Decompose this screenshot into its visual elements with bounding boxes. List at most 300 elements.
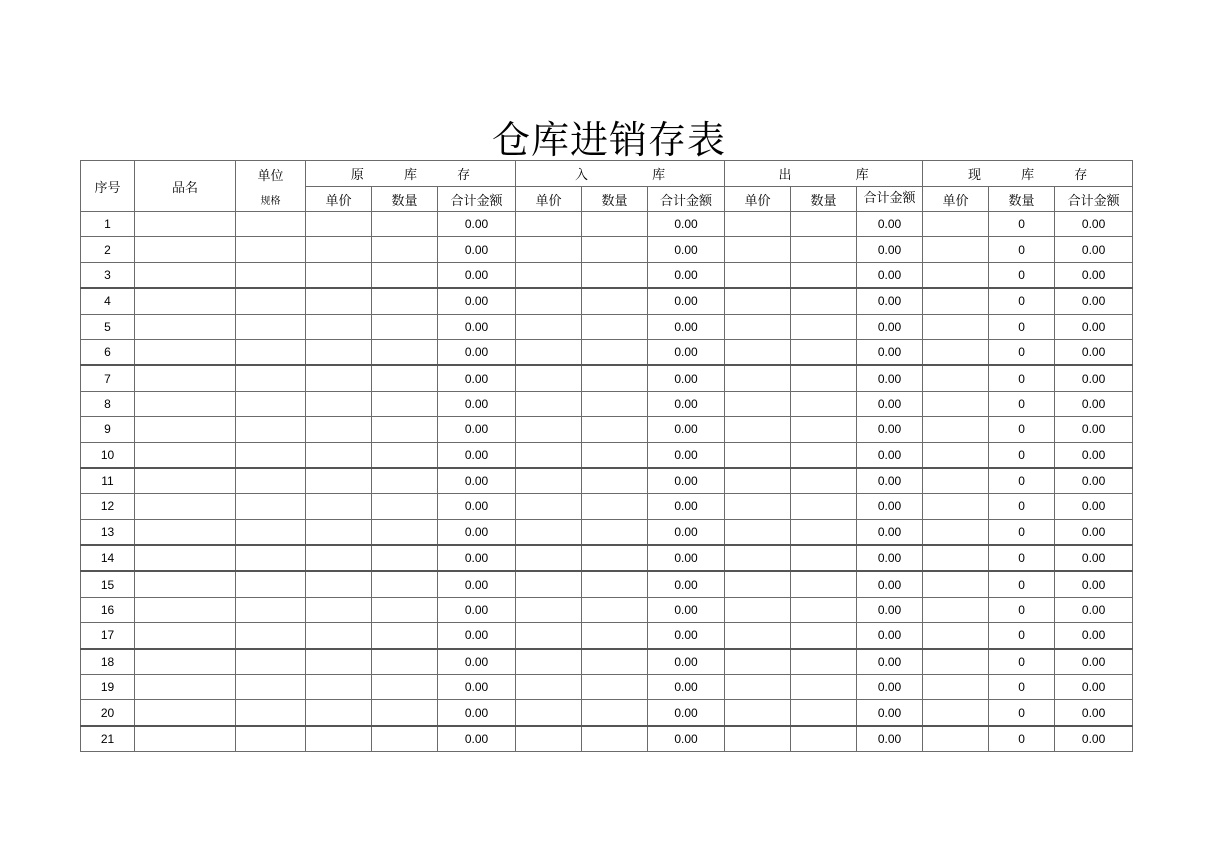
cell-seq[interactable]: 17: [81, 623, 135, 649]
cell-orig-total[interactable]: 0.00: [438, 675, 516, 700]
cell-cur-unit-price[interactable]: [923, 597, 989, 622]
cell-unit-spec[interactable]: [236, 700, 306, 726]
cell-cur-unit-price[interactable]: [923, 288, 989, 314]
cell-unit-spec[interactable]: [236, 545, 306, 571]
cell-orig-quantity[interactable]: [372, 417, 438, 442]
cell-cur-quantity[interactable]: 0: [989, 391, 1055, 416]
cell-in-total[interactable]: 0.00: [648, 391, 725, 416]
cell-in-quantity[interactable]: [582, 649, 648, 675]
cell-orig-unit-price[interactable]: [306, 417, 372, 442]
cell-seq[interactable]: 7: [81, 365, 135, 391]
cell-seq[interactable]: 6: [81, 339, 135, 365]
cell-in-unit-price[interactable]: [516, 314, 582, 339]
cell-in-quantity[interactable]: [582, 288, 648, 314]
cell-orig-total[interactable]: 0.00: [438, 519, 516, 545]
cell-name[interactable]: [135, 519, 236, 545]
cell-in-quantity[interactable]: [582, 571, 648, 597]
cell-orig-total[interactable]: 0.00: [438, 726, 516, 752]
cell-unit-spec[interactable]: [236, 623, 306, 649]
cell-cur-total[interactable]: 0.00: [1055, 417, 1133, 442]
cell-out-quantity[interactable]: [791, 212, 857, 237]
cell-seq[interactable]: 5: [81, 314, 135, 339]
cell-out-quantity[interactable]: [791, 442, 857, 468]
cell-in-quantity[interactable]: [582, 545, 648, 571]
cell-cur-quantity[interactable]: 0: [989, 726, 1055, 752]
cell-out-quantity[interactable]: [791, 623, 857, 649]
cell-name[interactable]: [135, 468, 236, 494]
cell-orig-total[interactable]: 0.00: [438, 262, 516, 288]
cell-unit-spec[interactable]: [236, 391, 306, 416]
cell-unit-spec[interactable]: [236, 519, 306, 545]
cell-in-quantity[interactable]: [582, 365, 648, 391]
cell-out-quantity[interactable]: [791, 468, 857, 494]
cell-cur-total[interactable]: 0.00: [1055, 545, 1133, 571]
cell-cur-total[interactable]: 0.00: [1055, 212, 1133, 237]
cell-cur-unit-price[interactable]: [923, 417, 989, 442]
cell-out-quantity[interactable]: [791, 494, 857, 519]
cell-out-total[interactable]: 0.00: [857, 726, 923, 752]
cell-out-quantity[interactable]: [791, 726, 857, 752]
cell-orig-quantity[interactable]: [372, 237, 438, 262]
cell-cur-quantity[interactable]: 0: [989, 212, 1055, 237]
cell-in-total[interactable]: 0.00: [648, 365, 725, 391]
cell-name[interactable]: [135, 237, 236, 262]
cell-out-total[interactable]: 0.00: [857, 675, 923, 700]
cell-orig-total[interactable]: 0.00: [438, 468, 516, 494]
cell-unit-spec[interactable]: [236, 649, 306, 675]
cell-in-quantity[interactable]: [582, 700, 648, 726]
cell-cur-total[interactable]: 0.00: [1055, 288, 1133, 314]
cell-orig-quantity[interactable]: [372, 726, 438, 752]
cell-orig-quantity[interactable]: [372, 649, 438, 675]
cell-unit-spec[interactable]: [236, 365, 306, 391]
cell-orig-total[interactable]: 0.00: [438, 545, 516, 571]
cell-unit-spec[interactable]: [236, 339, 306, 365]
cell-in-total[interactable]: 0.00: [648, 262, 725, 288]
cell-in-total[interactable]: 0.00: [648, 339, 725, 365]
cell-unit-spec[interactable]: [236, 726, 306, 752]
cell-orig-total[interactable]: 0.00: [438, 314, 516, 339]
cell-cur-unit-price[interactable]: [923, 391, 989, 416]
cell-in-quantity[interactable]: [582, 212, 648, 237]
cell-out-total[interactable]: 0.00: [857, 339, 923, 365]
cell-out-total[interactable]: 0.00: [857, 623, 923, 649]
cell-in-unit-price[interactable]: [516, 726, 582, 752]
cell-cur-quantity[interactable]: 0: [989, 314, 1055, 339]
cell-seq[interactable]: 19: [81, 675, 135, 700]
cell-cur-total[interactable]: 0.00: [1055, 597, 1133, 622]
cell-orig-unit-price[interactable]: [306, 571, 372, 597]
cell-in-total[interactable]: 0.00: [648, 597, 725, 622]
cell-out-unit-price[interactable]: [725, 571, 791, 597]
cell-name[interactable]: [135, 442, 236, 468]
cell-cur-total[interactable]: 0.00: [1055, 519, 1133, 545]
cell-in-total[interactable]: 0.00: [648, 726, 725, 752]
cell-cur-unit-price[interactable]: [923, 262, 989, 288]
cell-in-quantity[interactable]: [582, 494, 648, 519]
cell-out-quantity[interactable]: [791, 314, 857, 339]
cell-in-quantity[interactable]: [582, 675, 648, 700]
cell-in-unit-price[interactable]: [516, 494, 582, 519]
cell-orig-unit-price[interactable]: [306, 365, 372, 391]
cell-in-total[interactable]: 0.00: [648, 288, 725, 314]
cell-in-total[interactable]: 0.00: [648, 468, 725, 494]
cell-in-total[interactable]: 0.00: [648, 314, 725, 339]
cell-out-quantity[interactable]: [791, 288, 857, 314]
cell-orig-quantity[interactable]: [372, 700, 438, 726]
cell-name[interactable]: [135, 494, 236, 519]
cell-in-quantity[interactable]: [582, 623, 648, 649]
cell-seq[interactable]: 21: [81, 726, 135, 752]
cell-out-unit-price[interactable]: [725, 417, 791, 442]
cell-out-total[interactable]: 0.00: [857, 442, 923, 468]
cell-seq[interactable]: 14: [81, 545, 135, 571]
cell-cur-quantity[interactable]: 0: [989, 623, 1055, 649]
cell-in-total[interactable]: 0.00: [648, 519, 725, 545]
cell-out-unit-price[interactable]: [725, 237, 791, 262]
cell-orig-quantity[interactable]: [372, 623, 438, 649]
cell-name[interactable]: [135, 212, 236, 237]
cell-in-total[interactable]: 0.00: [648, 649, 725, 675]
cell-out-unit-price[interactable]: [725, 339, 791, 365]
cell-cur-unit-price[interactable]: [923, 468, 989, 494]
cell-out-unit-price[interactable]: [725, 519, 791, 545]
cell-cur-total[interactable]: 0.00: [1055, 237, 1133, 262]
cell-cur-unit-price[interactable]: [923, 365, 989, 391]
cell-out-unit-price[interactable]: [725, 212, 791, 237]
cell-orig-total[interactable]: 0.00: [438, 649, 516, 675]
cell-unit-spec[interactable]: [236, 237, 306, 262]
cell-out-quantity[interactable]: [791, 649, 857, 675]
cell-orig-unit-price[interactable]: [306, 726, 372, 752]
cell-name[interactable]: [135, 623, 236, 649]
cell-orig-quantity[interactable]: [372, 519, 438, 545]
cell-orig-total[interactable]: 0.00: [438, 365, 516, 391]
cell-name[interactable]: [135, 675, 236, 700]
cell-out-quantity[interactable]: [791, 675, 857, 700]
cell-out-total[interactable]: 0.00: [857, 494, 923, 519]
cell-orig-quantity[interactable]: [372, 314, 438, 339]
cell-orig-unit-price[interactable]: [306, 597, 372, 622]
cell-out-unit-price[interactable]: [725, 675, 791, 700]
cell-in-quantity[interactable]: [582, 519, 648, 545]
cell-cur-total[interactable]: 0.00: [1055, 494, 1133, 519]
cell-cur-quantity[interactable]: 0: [989, 649, 1055, 675]
cell-out-total[interactable]: 0.00: [857, 262, 923, 288]
cell-seq[interactable]: 3: [81, 262, 135, 288]
cell-unit-spec[interactable]: [236, 675, 306, 700]
cell-cur-total[interactable]: 0.00: [1055, 726, 1133, 752]
cell-orig-unit-price[interactable]: [306, 288, 372, 314]
cell-in-quantity[interactable]: [582, 726, 648, 752]
cell-unit-spec[interactable]: [236, 314, 306, 339]
cell-orig-unit-price[interactable]: [306, 339, 372, 365]
cell-cur-quantity[interactable]: 0: [989, 545, 1055, 571]
cell-out-total[interactable]: 0.00: [857, 468, 923, 494]
cell-orig-total[interactable]: 0.00: [438, 237, 516, 262]
cell-cur-unit-price[interactable]: [923, 571, 989, 597]
cell-orig-unit-price[interactable]: [306, 519, 372, 545]
cell-orig-total[interactable]: 0.00: [438, 700, 516, 726]
cell-out-unit-price[interactable]: [725, 365, 791, 391]
cell-cur-total[interactable]: 0.00: [1055, 649, 1133, 675]
cell-out-total[interactable]: 0.00: [857, 237, 923, 262]
cell-in-unit-price[interactable]: [516, 288, 582, 314]
cell-cur-unit-price[interactable]: [923, 494, 989, 519]
cell-in-unit-price[interactable]: [516, 571, 582, 597]
cell-in-total[interactable]: 0.00: [648, 212, 725, 237]
cell-out-unit-price[interactable]: [725, 288, 791, 314]
cell-out-unit-price[interactable]: [725, 597, 791, 622]
cell-orig-total[interactable]: 0.00: [438, 212, 516, 237]
cell-orig-quantity[interactable]: [372, 442, 438, 468]
cell-out-quantity[interactable]: [791, 262, 857, 288]
cell-orig-unit-price[interactable]: [306, 649, 372, 675]
cell-seq[interactable]: 2: [81, 237, 135, 262]
cell-orig-quantity[interactable]: [372, 571, 438, 597]
cell-in-total[interactable]: 0.00: [648, 417, 725, 442]
cell-in-unit-price[interactable]: [516, 519, 582, 545]
cell-in-unit-price[interactable]: [516, 442, 582, 468]
cell-cur-total[interactable]: 0.00: [1055, 468, 1133, 494]
cell-out-quantity[interactable]: [791, 545, 857, 571]
cell-orig-unit-price[interactable]: [306, 212, 372, 237]
cell-cur-unit-price[interactable]: [923, 212, 989, 237]
cell-out-unit-price[interactable]: [725, 623, 791, 649]
cell-out-quantity[interactable]: [791, 571, 857, 597]
cell-orig-unit-price[interactable]: [306, 700, 372, 726]
cell-seq[interactable]: 16: [81, 597, 135, 622]
cell-in-unit-price[interactable]: [516, 237, 582, 262]
cell-in-unit-price[interactable]: [516, 545, 582, 571]
cell-name[interactable]: [135, 288, 236, 314]
cell-unit-spec[interactable]: [236, 442, 306, 468]
cell-orig-quantity[interactable]: [372, 545, 438, 571]
cell-cur-quantity[interactable]: 0: [989, 494, 1055, 519]
cell-orig-unit-price[interactable]: [306, 237, 372, 262]
cell-unit-spec[interactable]: [236, 597, 306, 622]
cell-seq[interactable]: 11: [81, 468, 135, 494]
cell-orig-total[interactable]: 0.00: [438, 391, 516, 416]
cell-out-unit-price[interactable]: [725, 468, 791, 494]
cell-seq[interactable]: 12: [81, 494, 135, 519]
cell-out-total[interactable]: 0.00: [857, 365, 923, 391]
cell-cur-quantity[interactable]: 0: [989, 417, 1055, 442]
cell-orig-quantity[interactable]: [372, 262, 438, 288]
cell-cur-quantity[interactable]: 0: [989, 468, 1055, 494]
cell-in-total[interactable]: 0.00: [648, 494, 725, 519]
cell-cur-quantity[interactable]: 0: [989, 288, 1055, 314]
cell-seq[interactable]: 10: [81, 442, 135, 468]
cell-unit-spec[interactable]: [236, 288, 306, 314]
cell-cur-quantity[interactable]: 0: [989, 339, 1055, 365]
cell-out-quantity[interactable]: [791, 339, 857, 365]
cell-in-unit-price[interactable]: [516, 365, 582, 391]
cell-seq[interactable]: 1: [81, 212, 135, 237]
cell-in-quantity[interactable]: [582, 262, 648, 288]
cell-orig-quantity[interactable]: [372, 468, 438, 494]
cell-orig-quantity[interactable]: [372, 494, 438, 519]
cell-out-quantity[interactable]: [791, 597, 857, 622]
cell-orig-total[interactable]: 0.00: [438, 339, 516, 365]
cell-cur-total[interactable]: 0.00: [1055, 314, 1133, 339]
cell-cur-quantity[interactable]: 0: [989, 675, 1055, 700]
cell-cur-total[interactable]: 0.00: [1055, 675, 1133, 700]
cell-cur-unit-price[interactable]: [923, 545, 989, 571]
cell-in-unit-price[interactable]: [516, 468, 582, 494]
cell-orig-total[interactable]: 0.00: [438, 623, 516, 649]
cell-out-unit-price[interactable]: [725, 314, 791, 339]
cell-orig-quantity[interactable]: [372, 339, 438, 365]
cell-in-unit-price[interactable]: [516, 391, 582, 416]
cell-out-quantity[interactable]: [791, 391, 857, 416]
cell-seq[interactable]: 18: [81, 649, 135, 675]
cell-out-quantity[interactable]: [791, 519, 857, 545]
cell-out-total[interactable]: 0.00: [857, 597, 923, 622]
cell-in-quantity[interactable]: [582, 468, 648, 494]
cell-out-total[interactable]: 0.00: [857, 700, 923, 726]
cell-in-quantity[interactable]: [582, 417, 648, 442]
cell-seq[interactable]: 20: [81, 700, 135, 726]
cell-orig-quantity[interactable]: [372, 675, 438, 700]
cell-in-quantity[interactable]: [582, 597, 648, 622]
cell-cur-total[interactable]: 0.00: [1055, 365, 1133, 391]
cell-unit-spec[interactable]: [236, 262, 306, 288]
cell-cur-total[interactable]: 0.00: [1055, 262, 1133, 288]
cell-out-total[interactable]: 0.00: [857, 545, 923, 571]
cell-unit-spec[interactable]: [236, 494, 306, 519]
cell-cur-total[interactable]: 0.00: [1055, 339, 1133, 365]
cell-out-unit-price[interactable]: [725, 391, 791, 416]
cell-cur-quantity[interactable]: 0: [989, 519, 1055, 545]
cell-orig-quantity[interactable]: [372, 288, 438, 314]
cell-cur-unit-price[interactable]: [923, 623, 989, 649]
cell-out-total[interactable]: 0.00: [857, 417, 923, 442]
cell-out-quantity[interactable]: [791, 237, 857, 262]
cell-orig-total[interactable]: 0.00: [438, 571, 516, 597]
cell-orig-unit-price[interactable]: [306, 545, 372, 571]
cell-out-total[interactable]: 0.00: [857, 314, 923, 339]
cell-name[interactable]: [135, 365, 236, 391]
cell-cur-total[interactable]: 0.00: [1055, 442, 1133, 468]
cell-name[interactable]: [135, 571, 236, 597]
cell-name[interactable]: [135, 417, 236, 442]
cell-out-unit-price[interactable]: [725, 545, 791, 571]
cell-in-quantity[interactable]: [582, 339, 648, 365]
cell-name[interactable]: [135, 314, 236, 339]
cell-in-unit-price[interactable]: [516, 417, 582, 442]
cell-in-unit-price[interactable]: [516, 212, 582, 237]
cell-in-unit-price[interactable]: [516, 623, 582, 649]
cell-out-unit-price[interactable]: [725, 700, 791, 726]
cell-cur-unit-price[interactable]: [923, 339, 989, 365]
cell-out-unit-price[interactable]: [725, 726, 791, 752]
cell-out-total[interactable]: 0.00: [857, 288, 923, 314]
cell-out-total[interactable]: 0.00: [857, 649, 923, 675]
cell-orig-total[interactable]: 0.00: [438, 288, 516, 314]
cell-in-unit-price[interactable]: [516, 339, 582, 365]
cell-orig-unit-price[interactable]: [306, 675, 372, 700]
cell-in-total[interactable]: 0.00: [648, 442, 725, 468]
cell-cur-unit-price[interactable]: [923, 314, 989, 339]
cell-name[interactable]: [135, 726, 236, 752]
cell-out-total[interactable]: 0.00: [857, 391, 923, 416]
cell-cur-quantity[interactable]: 0: [989, 700, 1055, 726]
cell-in-quantity[interactable]: [582, 237, 648, 262]
cell-out-quantity[interactable]: [791, 365, 857, 391]
cell-cur-quantity[interactable]: 0: [989, 442, 1055, 468]
cell-orig-total[interactable]: 0.00: [438, 417, 516, 442]
cell-in-unit-price[interactable]: [516, 597, 582, 622]
cell-in-unit-price[interactable]: [516, 700, 582, 726]
cell-cur-total[interactable]: 0.00: [1055, 571, 1133, 597]
cell-name[interactable]: [135, 700, 236, 726]
cell-name[interactable]: [135, 391, 236, 416]
cell-in-total[interactable]: 0.00: [648, 700, 725, 726]
cell-in-total[interactable]: 0.00: [648, 623, 725, 649]
cell-orig-total[interactable]: 0.00: [438, 442, 516, 468]
cell-cur-quantity[interactable]: 0: [989, 237, 1055, 262]
cell-out-total[interactable]: 0.00: [857, 571, 923, 597]
cell-cur-total[interactable]: 0.00: [1055, 623, 1133, 649]
cell-name[interactable]: [135, 545, 236, 571]
cell-cur-total[interactable]: 0.00: [1055, 391, 1133, 416]
cell-unit-spec[interactable]: [236, 212, 306, 237]
cell-out-total[interactable]: 0.00: [857, 519, 923, 545]
cell-out-quantity[interactable]: [791, 700, 857, 726]
cell-cur-unit-price[interactable]: [923, 726, 989, 752]
cell-orig-unit-price[interactable]: [306, 391, 372, 416]
cell-seq[interactable]: 9: [81, 417, 135, 442]
cell-out-quantity[interactable]: [791, 417, 857, 442]
cell-cur-quantity[interactable]: 0: [989, 571, 1055, 597]
cell-in-quantity[interactable]: [582, 314, 648, 339]
cell-orig-quantity[interactable]: [372, 597, 438, 622]
cell-name[interactable]: [135, 597, 236, 622]
cell-orig-unit-price[interactable]: [306, 623, 372, 649]
cell-cur-unit-price[interactable]: [923, 649, 989, 675]
cell-in-total[interactable]: 0.00: [648, 571, 725, 597]
cell-orig-unit-price[interactable]: [306, 314, 372, 339]
cell-orig-unit-price[interactable]: [306, 468, 372, 494]
cell-out-unit-price[interactable]: [725, 262, 791, 288]
cell-in-total[interactable]: 0.00: [648, 675, 725, 700]
cell-cur-quantity[interactable]: 0: [989, 365, 1055, 391]
cell-orig-quantity[interactable]: [372, 365, 438, 391]
cell-orig-unit-price[interactable]: [306, 442, 372, 468]
cell-orig-quantity[interactable]: [372, 391, 438, 416]
cell-unit-spec[interactable]: [236, 571, 306, 597]
cell-seq[interactable]: 13: [81, 519, 135, 545]
cell-cur-unit-price[interactable]: [923, 237, 989, 262]
cell-cur-quantity[interactable]: 0: [989, 597, 1055, 622]
cell-cur-total[interactable]: 0.00: [1055, 700, 1133, 726]
cell-in-unit-price[interactable]: [516, 262, 582, 288]
cell-out-unit-price[interactable]: [725, 649, 791, 675]
cell-in-quantity[interactable]: [582, 442, 648, 468]
cell-cur-unit-price[interactable]: [923, 519, 989, 545]
cell-out-total[interactable]: 0.00: [857, 212, 923, 237]
cell-cur-unit-price[interactable]: [923, 700, 989, 726]
cell-orig-total[interactable]: 0.00: [438, 494, 516, 519]
cell-orig-total[interactable]: 0.00: [438, 597, 516, 622]
cell-in-total[interactable]: 0.00: [648, 545, 725, 571]
cell-unit-spec[interactable]: [236, 417, 306, 442]
cell-out-unit-price[interactable]: [725, 442, 791, 468]
cell-seq[interactable]: 4: [81, 288, 135, 314]
cell-name[interactable]: [135, 339, 236, 365]
cell-orig-unit-price[interactable]: [306, 494, 372, 519]
